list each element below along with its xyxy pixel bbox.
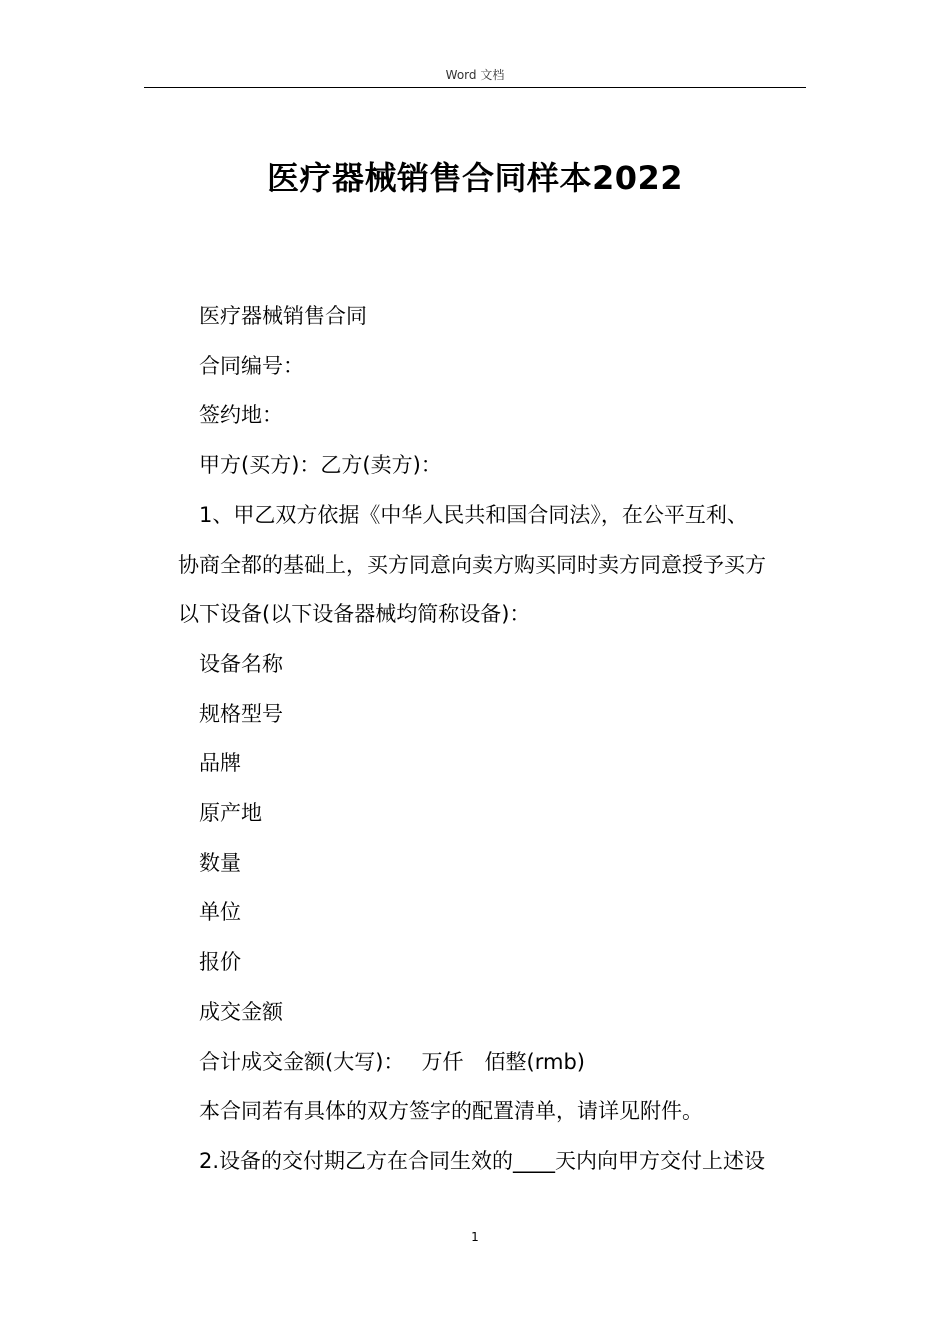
paragraph-signing-place: 签约地： xyxy=(199,403,283,428)
paragraph-clause-1-line-3: 以下设备(以下设备器械均简称设备)： xyxy=(178,602,531,627)
document-body xyxy=(178,292,808,1187)
paragraph-total-amount: 合计成交金额(大写)： 万仟 佰整(rmb) xyxy=(199,1049,585,1074)
document-title: 医疗器械销售合同样本2022 xyxy=(266,159,684,197)
field-origin: 原产地 xyxy=(199,801,262,826)
paragraph-contract-number: 合同编号： xyxy=(199,353,304,378)
field-deal-amount: 成交金额 xyxy=(199,999,283,1024)
paragraph-clause-1-line-1: 1、甲乙双方依据《中华人民共和国合同法》，在公平互利、 xyxy=(199,502,748,527)
page-header: Word 文档 xyxy=(445,68,505,82)
paragraph-clause-2: 2.设备的交付期乙方在合同生效的____天内向甲方交付上述设 xyxy=(199,1148,766,1173)
page-number: 1 xyxy=(471,1230,479,1244)
field-brand: 品牌 xyxy=(199,751,241,776)
paragraph-parties: 甲方(买方)：乙方(卖方)： xyxy=(199,453,442,478)
field-model-spec: 规格型号 xyxy=(199,701,283,726)
paragraph-contract-name: 医疗器械销售合同 xyxy=(199,304,367,328)
field-device-name: 设备名称 xyxy=(199,651,283,676)
field-unit: 单位 xyxy=(199,900,241,925)
field-quantity: 数量 xyxy=(199,850,241,875)
paragraph-clause-1-line-2: 协商全都的基础上，买方同意向卖方购买同时卖方同意授予买方 xyxy=(178,552,766,577)
header-divider xyxy=(144,87,806,88)
paragraph-attachment-note: 本合同若有具体的双方签字的配置清单，请详见附件。 xyxy=(199,1099,703,1124)
field-quote: 报价 xyxy=(199,950,241,975)
